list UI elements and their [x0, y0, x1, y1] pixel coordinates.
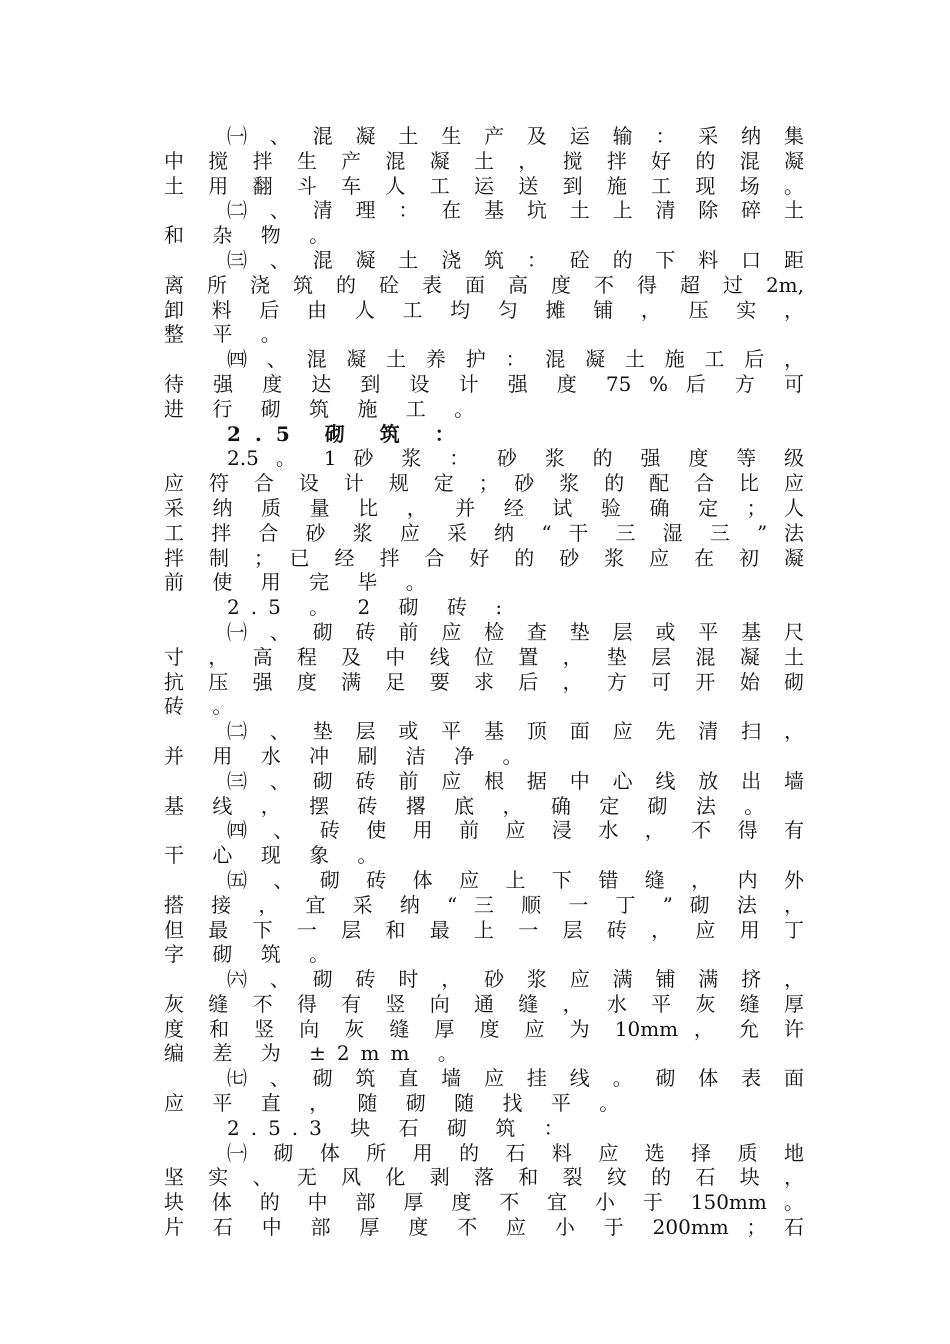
- paragraph-line: ㈡ 、 清 理 ： 在 基 坑 土 上 清 除 碎 土: [227, 198, 804, 223]
- paragraph-line: 干 心 现 象 。: [164, 843, 389, 868]
- paragraph-line: 2.5.3 块 石 砌 筑 ：: [227, 1115, 575, 1140]
- paragraph-line: ㈥ 、 砌 砖 时 ， 砂 浆 应 满 铺 满 挤 ，: [227, 967, 804, 992]
- document-body: [164, 124, 804, 1240]
- paragraph-line: 基 线 ， 摆 砖 撂 底 ， 确 定 砌 法 。: [164, 793, 776, 818]
- paragraph-line: 应 平 直 ， 随 砌 随 找 平 。: [164, 1091, 631, 1116]
- paragraph-line: ㈤ 、 砌 砖 体 应 上 下 错 缝 ， 内 外: [227, 867, 804, 892]
- paragraph-line: 采 纳 质 量 比 ， 并 经 试 验 确 定 ； 人: [164, 495, 804, 520]
- paragraph-line: 坚 实 、 无 风 化 剥 落 和 裂 纹 的 石 块 ，: [164, 1165, 804, 1190]
- paragraph-line: 块 体 的 中 部 厚 度 不 宜 小 于 150mm 。: [164, 1190, 804, 1215]
- paragraph-line: 2.5 。 1 砂 浆 ： 砂 浆 的 强 度 等 级: [227, 446, 804, 471]
- paragraph-line: 砖 。: [164, 694, 244, 719]
- paragraph-line: 但 最 下 一 层 和 最 上 一 层 砖 ， 应 用 丁: [164, 917, 804, 942]
- paragraph-line: 寸 ， 高 程 及 中 线 位 置 ， 垫 层 混 凝 土: [164, 644, 804, 669]
- paragraph-line: 工 拌 合 砂 浆 应 采 纳 “ 干 三 湿 三 ” 法: [164, 520, 804, 545]
- paragraph-line: 应 符 合 设 计 规 定 ； 砂 浆 的 配 合 比 应: [164, 471, 804, 496]
- paragraph-line: 整 平 。: [164, 322, 292, 347]
- paragraph-line: ㈢ 、 混 凝 土 浇 筑 ： 砼 的 下 料 口 距: [227, 247, 804, 272]
- paragraph-line: ㈠ 砌 体 所 用 的 石 料 应 选 择 质 地: [227, 1140, 804, 1165]
- paragraph-line: 离 所 浇 筑 的 砼 表 面 高 度 不 得 超 过 2m,: [164, 272, 804, 297]
- section-heading: 2.5 砌 筑 ：: [227, 421, 469, 446]
- paragraph-line: ㈠ 、 混 凝 土 生 产 及 运 输 ： 采 纳 集: [227, 124, 804, 148]
- paragraph-line: 抗 压 强 度 满 足 要 求 后 ， 方 可 开 始 砌: [164, 669, 804, 694]
- paragraph-line: ㈠ 、 砌 砖 前 应 检 查 垫 层 或 平 基 尺: [227, 619, 804, 644]
- paragraph-line: ㈡ 、 垫 层 或 平 基 顶 面 应 先 清 扫 ，: [227, 719, 804, 744]
- paragraph-line: ㈣ 、 砖 使 用 前 应 浸 水 ， 不 得 有: [227, 818, 804, 843]
- paragraph-line: 片 石 中 部 厚 度 不 应 小 于 200mm ； 石: [164, 1215, 804, 1240]
- paragraph-line: 前 使 用 完 毕 。: [164, 570, 437, 595]
- paragraph-line: ㈣ 、 混 凝 土 养 护 ： 混 凝 土 施 工 后 ，: [227, 347, 804, 372]
- paragraph-line: ㈢ 、 砌 砖 前 应 根 据 中 心 线 放 出 墙: [227, 768, 804, 793]
- paragraph-line: 土 用 翻 斗 车 人 工 运 送 到 施 工 现 场 。: [164, 173, 804, 198]
- paragraph-line: 搭 接 ， 宜 采 纳 “ 三 顺 一 丁 ” 砌 法 ，: [164, 892, 804, 917]
- paragraph-line: 编 差 为 ±2mm 。: [164, 1041, 469, 1066]
- paragraph-line: 2.5 。 2 砌 砖 :: [227, 595, 514, 620]
- paragraph-line: 卸 料 后 由 人 工 均 匀 摊 铺 ， 压 实 ，: [164, 297, 804, 322]
- paragraph-line: 并 用 水 冲 刷 洁 净 。: [164, 743, 534, 768]
- paragraph-line: 进 行 砌 筑 施 工 。: [164, 396, 486, 421]
- paragraph-line: 中 搅 拌 生 产 混 凝 土 ， 搅 拌 好 的 混 凝: [164, 148, 804, 173]
- paragraph-line: ㈦ 、 砌 筑 直 墙 应 挂 线 。 砌 体 表 面: [227, 1066, 804, 1091]
- paragraph-line: 灰 缝 不 得 有 竖 向 通 缝 ， 水 平 灰 缝 厚: [164, 991, 804, 1016]
- paragraph-line: 拌 制 ； 已 经 拌 合 好 的 砂 浆 应 在 初 凝: [164, 545, 804, 570]
- paragraph-line: 待 强 度 达 到 设 计 强 度 75 % 后 方 可: [164, 371, 804, 396]
- paragraph-line: 字 砌 筑 。: [164, 942, 341, 967]
- paragraph-line: 和 杂 物 。: [164, 223, 341, 248]
- paragraph-line: 度 和 竖 向 灰 缝 厚 度 应 为 10mm ， 允 许: [164, 1016, 804, 1041]
